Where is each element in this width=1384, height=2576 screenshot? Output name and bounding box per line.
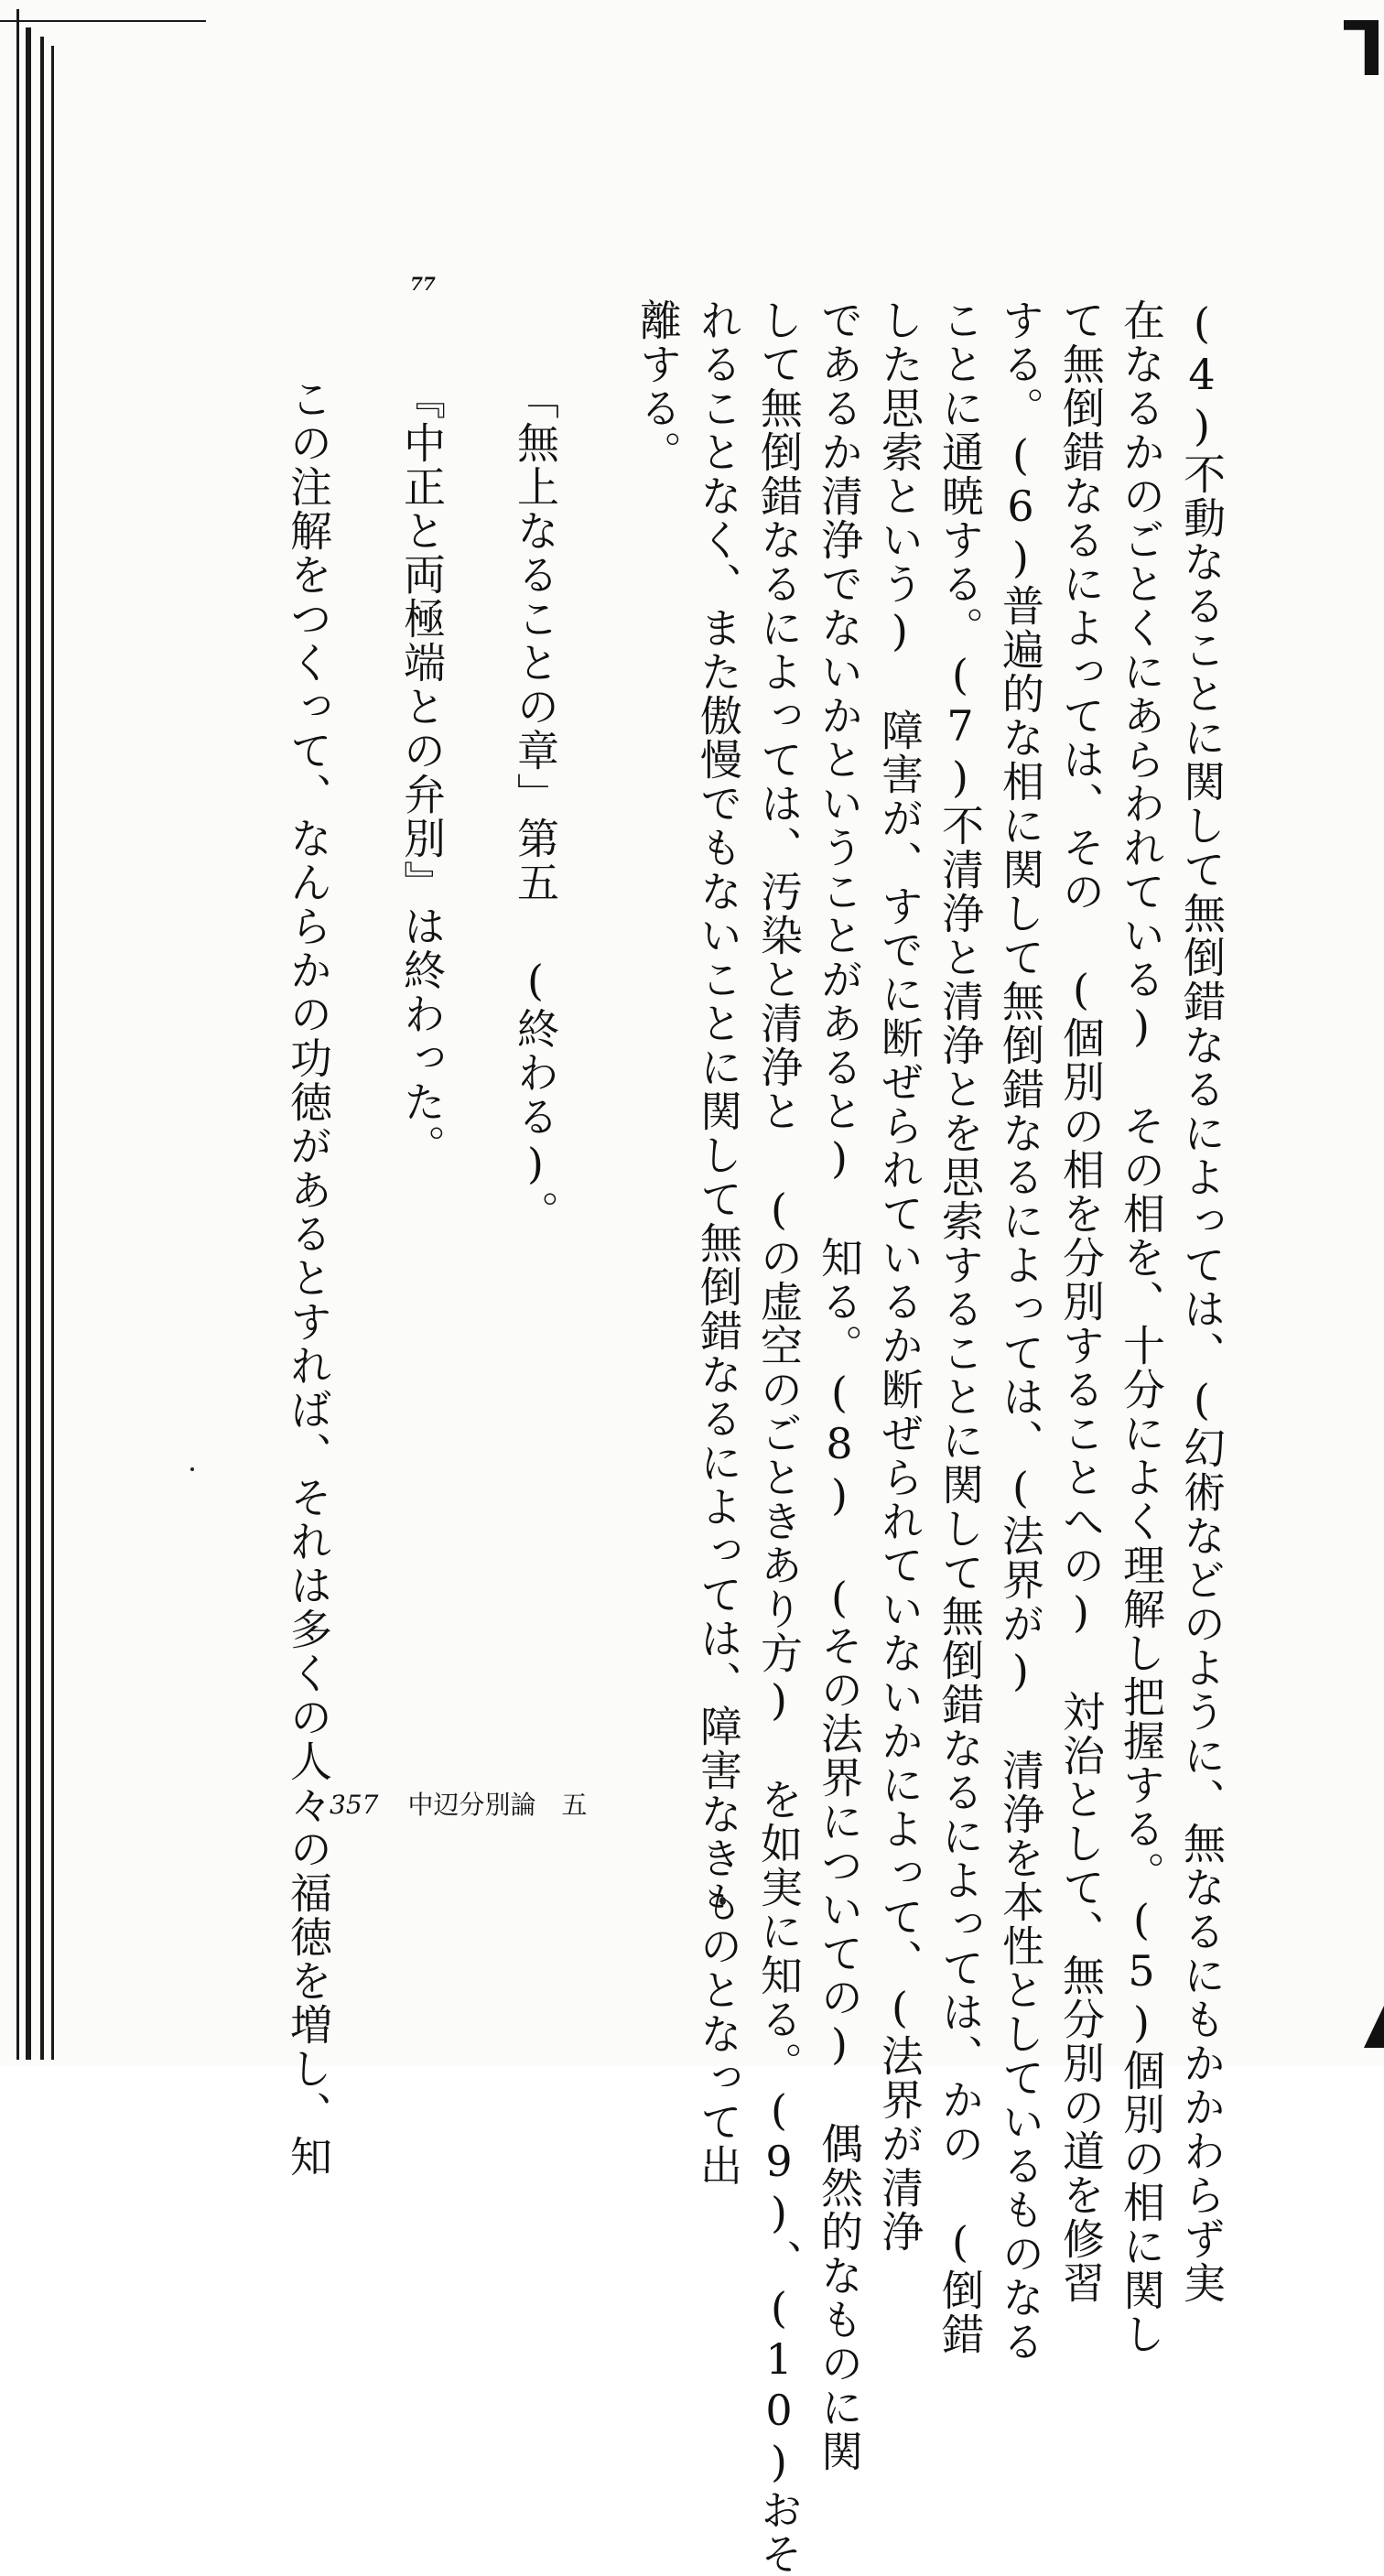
corner-mark: [1364, 2006, 1384, 2048]
body-column-4: する。(6)普遍的な相に関して無倒錯なるによっては、(法界が) 清浄を本性としているものなる: [996, 298, 1045, 2364]
corner-mark: [1344, 20, 1379, 75]
body-column-2: 在なるかのごとくにあらわれている) その相を、十分によく理解し把握する。(5)個別の相に関し: [1117, 298, 1166, 2356]
folio: [330, 1785, 587, 1822]
body-column-7: であるか清浄でないかということがあると) 知る。(8) (その法界についての) 偶然的なものに関: [815, 298, 864, 2473]
speck: [190, 1467, 194, 1471]
body-column-3: て無倒錯なるによっては、その (個別の相を分別することへの) 対治として、無分別の道を修習: [1056, 298, 1106, 2305]
folio-page-number: 357: [330, 1790, 379, 1820]
folio-title: 中辺分別論 五: [407, 1790, 588, 1820]
top-edge-line: [0, 20, 206, 22]
body-column-6: した思索という) 障害が、すでに断ぜられているか断ぜられていないかによって、(法界が清浄: [875, 298, 924, 2254]
binding-line: [16, 9, 19, 2060]
binding-line: [26, 27, 31, 2060]
body-column-5: ことに通暁する。(7)不清浄と清浄とを思索することに関して無倒錯なるによっては、かの (倒錯: [935, 298, 985, 2356]
binding-line: [51, 46, 54, 2060]
body-column-8: して無倒錯なるによっては、汚染と清浄と (の虚空のごときあり方) を如実に知る。(9)、(10)おそ: [754, 298, 804, 2576]
binding-line: [40, 37, 44, 2060]
work-end-line: 『中正と両極端との弁別』は終わった。: [397, 377, 447, 1168]
body-column-9: れることなく、また傲慢でもないことに関して無倒錯なるによっては、障害なきものとなって出: [694, 298, 743, 2188]
colophon-line: この注解をつくって、なんらかの功徳があるとすれば、それは多くの人々の福徳を増し、知: [284, 377, 333, 2179]
side-page-number: 77: [410, 273, 436, 295]
body-column-10: 離する。: [633, 298, 683, 474]
chapter-end-line: 「無上なることの章」第五 (終わる)。: [511, 377, 560, 1234]
body-column-1: (4)不動なることに関して無倒錯なるによっては、(幻術などのように、無なるにもかかわらず実: [1177, 298, 1227, 2305]
